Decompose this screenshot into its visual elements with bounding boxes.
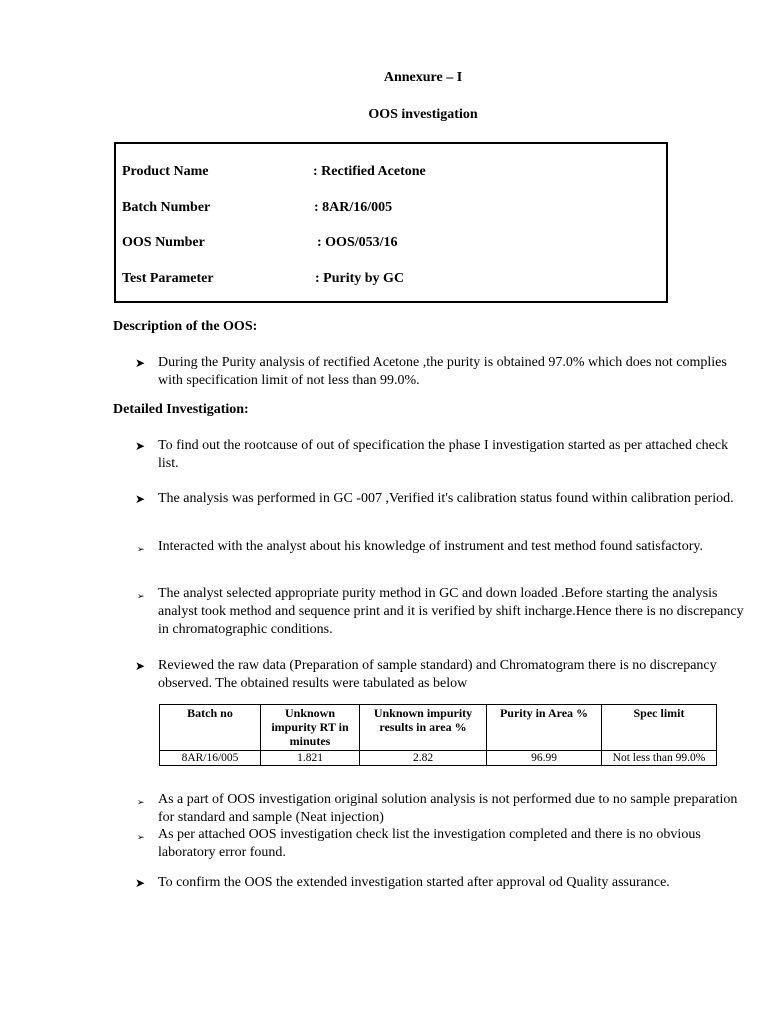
info-value: : Rectified Acetone <box>313 164 426 179</box>
info-label: Test Parameter <box>122 271 214 286</box>
arrow-bullet-icon: ➤ <box>135 356 146 370</box>
table-cell: 2.82 <box>360 751 487 766</box>
investigation-heading: Detailed Investigation: <box>113 402 249 417</box>
list-item <box>135 490 745 508</box>
column-header: Batch no <box>160 705 261 751</box>
info-label: Product Name <box>122 164 209 179</box>
list-item-text: During the Purity analysis of rectified Acetone ,the purity is obtained 97.0% which does not complies with specification limit of not less than 99.0%. <box>158 355 727 388</box>
table-cell: 1.821 <box>261 751 360 766</box>
list-item <box>135 826 745 862</box>
table-cell: 8AR/16/005 <box>160 751 261 766</box>
column-header: Unknown impurity results in area % <box>360 705 487 751</box>
list-item <box>135 437 745 473</box>
arrow-bullet-icon: ➤ <box>135 876 146 890</box>
info-value: : Purity by GC <box>315 271 405 286</box>
list-item <box>135 354 745 390</box>
list-item <box>135 791 745 827</box>
list-item <box>135 657 745 693</box>
info-value: : 8AR/16/005 <box>314 200 393 215</box>
list-item <box>135 874 745 892</box>
table-cell: Not less than 99.0% <box>602 751 717 766</box>
results-table <box>159 704 717 766</box>
column-header: Spec limit <box>602 705 717 751</box>
table-cell: 96.99 <box>487 751 602 766</box>
column-header: Unknown impurity RT in minutes <box>261 705 360 751</box>
small-arrow-bullet-icon: ➢ <box>137 591 145 601</box>
list-item <box>135 538 745 556</box>
list-item-text: Interacted with the analyst about his knowledge of instrument and test method found satisfactory. <box>158 539 703 554</box>
arrow-bullet-icon: ➤ <box>135 492 146 506</box>
info-label: OOS Number <box>122 235 205 250</box>
arrow-bullet-icon: ➤ <box>135 439 146 453</box>
list-item-text: To find out the rootcause of out of specification the phase I investigation started as per attached check list. <box>158 438 729 471</box>
list-item-text: As per attached OOS investigation check list the investigation completed and there is no obvious laboratory error found. <box>158 827 701 860</box>
document-title: OOS investigation <box>368 107 478 122</box>
list-item <box>135 585 745 639</box>
info-label: Batch Number <box>122 200 211 215</box>
list-item-text: To confirm the OOS the extended investigation started after approval od Quality assurance. <box>158 875 670 890</box>
small-arrow-bullet-icon: ➢ <box>137 832 145 842</box>
list-item-text: The analysis was performed in GC -007 ,Verified it's calibration status found within calibration period. <box>158 491 734 506</box>
column-header: Purity in Area % <box>487 705 602 751</box>
annexure-heading: Annexure – I <box>383 70 463 85</box>
product-info-box <box>114 142 668 303</box>
description-heading: Description of the OOS: <box>113 319 258 334</box>
small-arrow-bullet-icon: ➢ <box>137 797 145 807</box>
info-value: : OOS/053/16 <box>317 235 398 250</box>
small-arrow-bullet-icon: ➢ <box>137 544 145 554</box>
list-item-text: As a part of OOS investigation original solution analysis is not performed due to no sample preparation for standard and sample (Neat injection) <box>158 792 738 825</box>
table-header-row <box>160 705 717 751</box>
arrow-bullet-icon: ➤ <box>135 659 146 673</box>
list-item-text: The analyst selected appropriate purity method in GC and down loaded .Before starting the analysis analyst took method and sequence print and it is verified by shift incharge.Hence there is no discrepancy in chromatographic conditions. <box>158 586 744 637</box>
list-item-text: Reviewed the raw data (Preparation of sample standard) and Chromatogram there is no discrepancy observed. The obtained results were tabulated as below <box>158 658 717 691</box>
table-row <box>160 751 717 766</box>
